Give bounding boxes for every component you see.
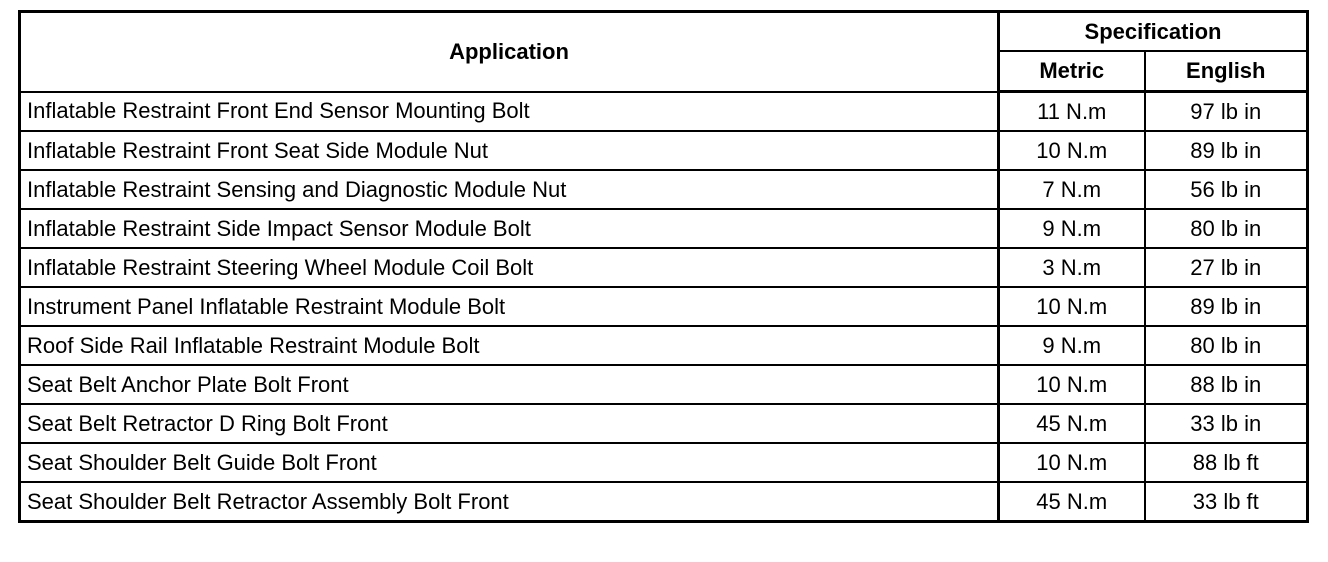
table-row (20, 482, 1308, 522)
english-cell: 89 lb in (1145, 287, 1308, 326)
application-cell: Inflatable Restraint Front End Sensor Mounting Bolt (20, 92, 999, 132)
table-row (20, 92, 1308, 132)
table-row (20, 131, 1308, 170)
table-row (20, 248, 1308, 287)
application-cell: Seat Shoulder Belt Retractor Assembly Bolt Front (20, 482, 999, 522)
table-body (20, 92, 1308, 522)
application-cell: Inflatable Restraint Side Impact Sensor Module Bolt (20, 209, 999, 248)
table-row (20, 365, 1308, 404)
metric-cell: 9 N.m (999, 326, 1145, 365)
application-cell: Seat Shoulder Belt Guide Bolt Front (20, 443, 999, 482)
english-cell: 97 lb in (1145, 92, 1308, 132)
application-cell: Seat Belt Anchor Plate Bolt Front (20, 365, 999, 404)
metric-cell: 10 N.m (999, 443, 1145, 482)
table-header (20, 12, 1308, 92)
metric-cell: 7 N.m (999, 170, 1145, 209)
table-row (20, 443, 1308, 482)
application-cell: Seat Belt Retractor D Ring Bolt Front (20, 404, 999, 443)
header-metric: Metric (999, 51, 1145, 92)
metric-cell: 3 N.m (999, 248, 1145, 287)
table-row (20, 326, 1308, 365)
english-cell: 33 lb in (1145, 404, 1308, 443)
english-cell: 33 lb ft (1145, 482, 1308, 522)
application-cell: Inflatable Restraint Steering Wheel Module Coil Bolt (20, 248, 999, 287)
english-cell: 80 lb in (1145, 209, 1308, 248)
metric-cell: 45 N.m (999, 404, 1145, 443)
english-cell: 56 lb in (1145, 170, 1308, 209)
header-specification: Specification (999, 12, 1308, 52)
application-cell: Inflatable Restraint Front Seat Side Module Nut (20, 131, 999, 170)
english-cell: 88 lb ft (1145, 443, 1308, 482)
application-cell: Roof Side Rail Inflatable Restraint Module Bolt (20, 326, 999, 365)
metric-cell: 10 N.m (999, 131, 1145, 170)
application-cell: Inflatable Restraint Sensing and Diagnostic Module Nut (20, 170, 999, 209)
english-cell: 88 lb in (1145, 365, 1308, 404)
table-row (20, 170, 1308, 209)
fastener-torque-table (18, 10, 1309, 523)
table-row (20, 209, 1308, 248)
metric-cell: 11 N.m (999, 92, 1145, 132)
table-row (20, 287, 1308, 326)
english-cell: 89 lb in (1145, 131, 1308, 170)
metric-cell: 10 N.m (999, 287, 1145, 326)
header-row-top (20, 12, 1308, 52)
metric-cell: 10 N.m (999, 365, 1145, 404)
metric-cell: 45 N.m (999, 482, 1145, 522)
english-cell: 27 lb in (1145, 248, 1308, 287)
metric-cell: 9 N.m (999, 209, 1145, 248)
application-cell: Instrument Panel Inflatable Restraint Module Bolt (20, 287, 999, 326)
table-row (20, 404, 1308, 443)
header-english: English (1145, 51, 1308, 92)
english-cell: 80 lb in (1145, 326, 1308, 365)
header-application: Application (20, 12, 999, 92)
